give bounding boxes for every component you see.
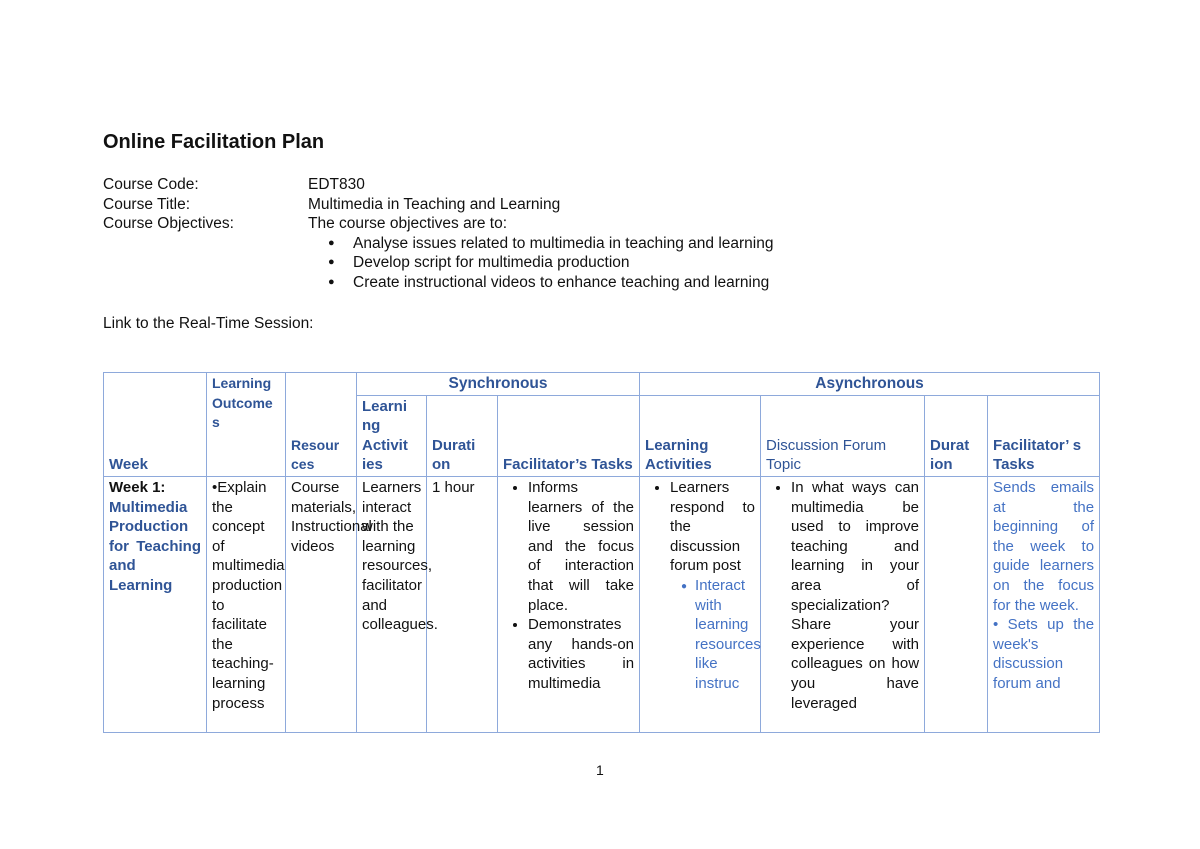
course-code-value: EDT830 [308, 176, 365, 193]
learning-outcome-cell: •Explain the concept of multimedia production to facilitate the teaching-learning process [207, 476, 286, 732]
header-asynchronous: Asynchronous [640, 373, 1100, 396]
course-title-label: Course Title: [103, 195, 191, 213]
week-title: Multimedia Production for Teaching and Learning [109, 498, 201, 594]
header-async-facilitator-tasks: Facilitator’ s Tasks [988, 395, 1100, 476]
header-sync-facilitator-tasks: Facilitator’s Tasks [498, 395, 640, 476]
real-time-session-link-label: Link to the Real-Time Session: [103, 315, 314, 332]
async-activity-main: Learners respond to the discussion forum post [670, 478, 756, 575]
header-learning-outcomes: Learning Outcome s [207, 373, 286, 477]
list-item [670, 478, 761, 694]
async-facilitator-tasks-cell [988, 476, 1100, 732]
week-label: Week 1: [109, 478, 166, 496]
header-sync-duration: Durati on [427, 395, 498, 476]
sync-duration-cell: 1 hour [427, 476, 498, 732]
objectives-row [103, 214, 773, 234]
resources-cell: Course materials, Instructional videos [286, 476, 357, 732]
page-title: Online Facilitation Plan [103, 131, 325, 153]
objective-item: ● Develop script for multimedia production [348, 253, 773, 273]
page-number: 1 [596, 762, 604, 778]
async-learning-activity-cell [640, 476, 761, 732]
course-code-label: Course Code: [103, 176, 199, 193]
async-task-2: • Sets up the week's discussion forum and [993, 616, 1095, 692]
list-item: • In what ways can multimedia be used to improve teaching and learning in your area of specialization? Share your experience with colleagues on how you have leveraged [791, 478, 919, 713]
course-title-value: Multimedia in Teaching and Learning [308, 195, 561, 213]
objectives-label: Course Objectives: [103, 215, 234, 233]
header-async-duration: Durat ion [925, 395, 988, 476]
header-discussion-forum-topic: Discussion Forum Topic [761, 395, 925, 476]
course-info [103, 175, 773, 293]
week-cell [104, 476, 207, 732]
async-activities-sublist [670, 576, 761, 694]
objective-item: ● Create instructional videos to enhance teaching and learning [348, 273, 773, 293]
list-item: • Informs learners of the live session and the focus of interaction that will take place. [528, 478, 634, 615]
header-sync-learning-activities: Learni ng Activit ies [357, 395, 427, 476]
forum-topic-list [766, 478, 919, 713]
header-async-learning-activities: Learning Activities [640, 395, 761, 476]
objective-item: ● Analyse issues related to multimedia in teaching and learning [348, 234, 773, 254]
objectives-intro: The course objectives are to: [308, 215, 508, 233]
sync-learning-activity-cell: Learners interact with the learning resources, facilitator and colleagues. [357, 476, 427, 732]
objectives-list [103, 234, 773, 293]
async-task-1: Sends emails at the beginning of the week to guide learners on the focus for the week. [993, 478, 1095, 614]
header-week: Week [104, 373, 207, 477]
header-synchronous: Synchronous [357, 373, 640, 396]
header-resources: Resour ces [286, 373, 357, 477]
course-title-row [103, 195, 773, 215]
async-duration-cell [925, 476, 988, 732]
list-item: ● Interact with learning resources like instruc [695, 576, 755, 694]
sync-facilitator-tasks-cell [498, 476, 640, 732]
facilitation-plan-table [103, 372, 1100, 733]
course-code-row [103, 175, 773, 195]
sync-tasks-list [503, 478, 634, 694]
list-item: • Demonstrates any hands-on activities in multimedia [528, 615, 634, 693]
async-activities-list [645, 478, 761, 694]
group-header-row [104, 373, 1100, 396]
table-row [104, 476, 1100, 732]
discussion-forum-topic-cell [761, 476, 925, 732]
